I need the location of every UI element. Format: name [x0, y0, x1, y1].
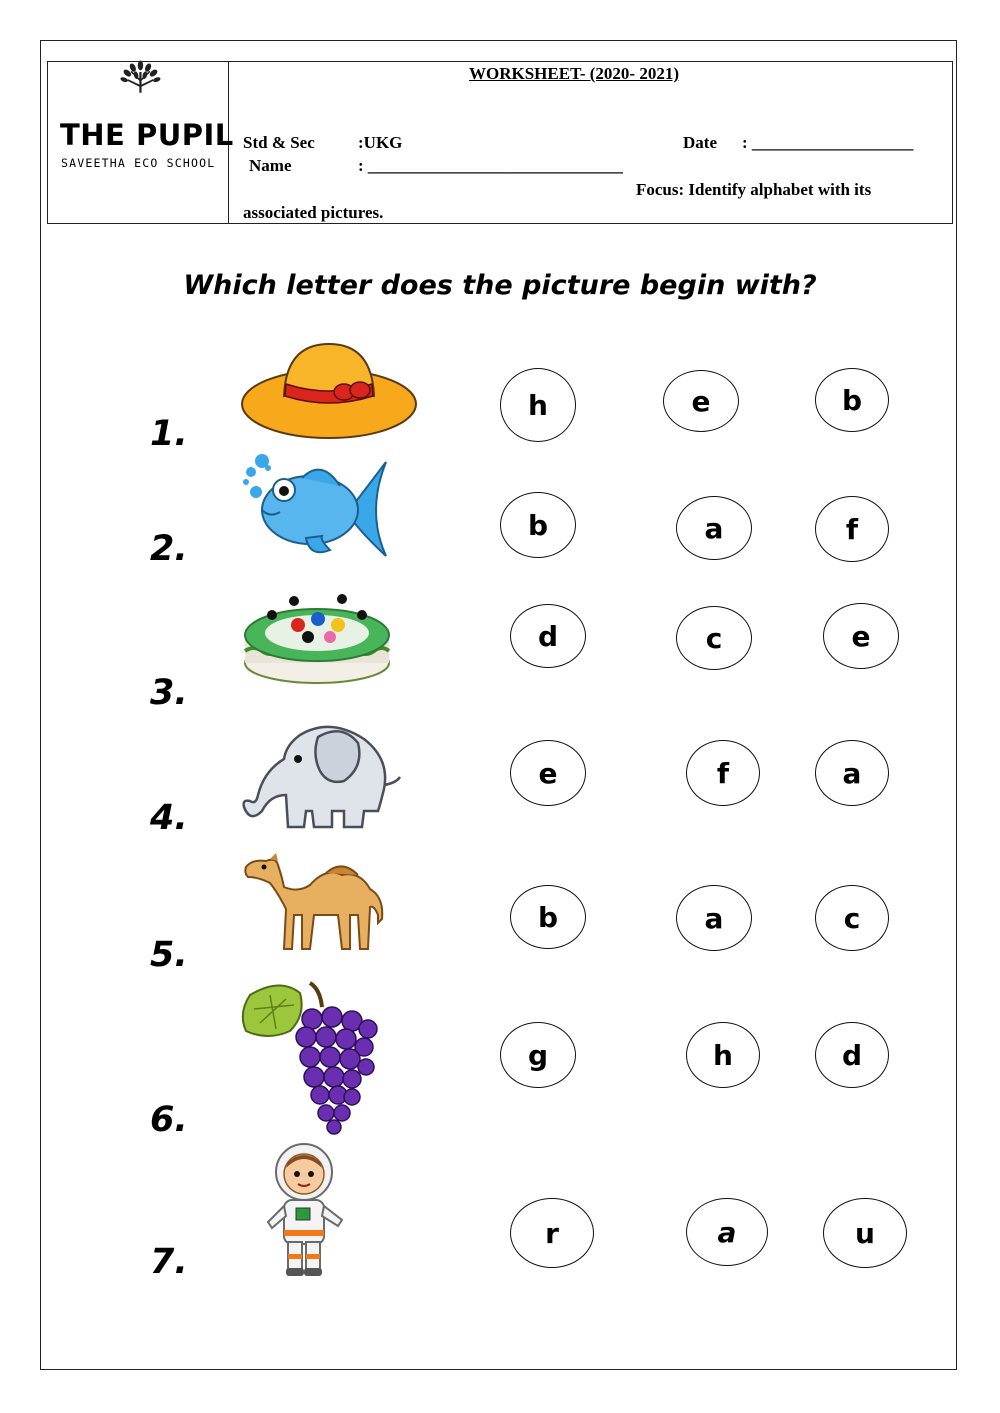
option-circle[interactable]: e [510, 740, 586, 806]
date-field[interactable]: : ___________________ [742, 133, 914, 152]
school-subtitle: SAVEETHA ECO SCHOOL [61, 156, 216, 170]
item-number: 7. [150, 1242, 188, 1282]
item-number: 5. [150, 935, 188, 975]
option-circle[interactable]: b [500, 492, 576, 558]
date-label: Date [683, 133, 717, 152]
fish-icon [240, 452, 390, 560]
worksheet-title: WORKSHEET- (2020- 2021) [469, 64, 680, 83]
option-circle[interactable]: a [686, 1198, 768, 1266]
school-name: THE PUPIL [60, 118, 234, 152]
question-heading: Which letter does the picture begin with? [183, 270, 817, 301]
option-circle[interactable]: h [500, 368, 576, 442]
focus-text-continued: associated pictures. [243, 203, 384, 222]
item-number: 4. [150, 798, 188, 838]
option-circle[interactable]: e [823, 603, 899, 669]
option-circle[interactable]: f [815, 496, 889, 562]
name-label: Name [249, 156, 292, 175]
std-label: Std & Sec [243, 133, 315, 152]
option-circle[interactable]: b [815, 368, 889, 432]
option-circle[interactable]: b [510, 885, 586, 949]
camel-icon [242, 853, 392, 953]
option-circle[interactable]: a [676, 885, 752, 951]
option-circle[interactable]: h [686, 1022, 760, 1088]
option-circle[interactable]: f [686, 740, 760, 806]
item-number: 2. [150, 529, 188, 569]
option-circle[interactable]: d [510, 604, 586, 668]
option-circle[interactable]: e [663, 370, 739, 432]
option-circle[interactable]: r [510, 1198, 594, 1268]
hat-icon [240, 340, 418, 442]
item-number: 3. [150, 673, 188, 713]
option-circle[interactable]: a [815, 740, 889, 806]
option-circle[interactable]: u [823, 1198, 907, 1268]
item-number: 1. [150, 414, 188, 454]
option-circle[interactable]: a [676, 496, 752, 560]
option-circle[interactable]: c [676, 606, 752, 670]
option-circle[interactable]: c [815, 885, 889, 951]
item-number: 6. [150, 1100, 188, 1140]
option-circle[interactable]: d [815, 1022, 889, 1088]
school-logo-tree-icon [56, 60, 226, 120]
name-field[interactable]: : ______________________________ [358, 156, 623, 175]
option-circle[interactable]: g [500, 1022, 576, 1088]
cake-icon [242, 585, 392, 687]
grapes-icon [240, 975, 380, 1135]
focus-text: Focus: Identify alphabet with its [636, 180, 872, 199]
astronaut-icon [262, 1142, 348, 1278]
std-value: :UKG [358, 133, 403, 152]
elephant-icon [240, 715, 402, 833]
